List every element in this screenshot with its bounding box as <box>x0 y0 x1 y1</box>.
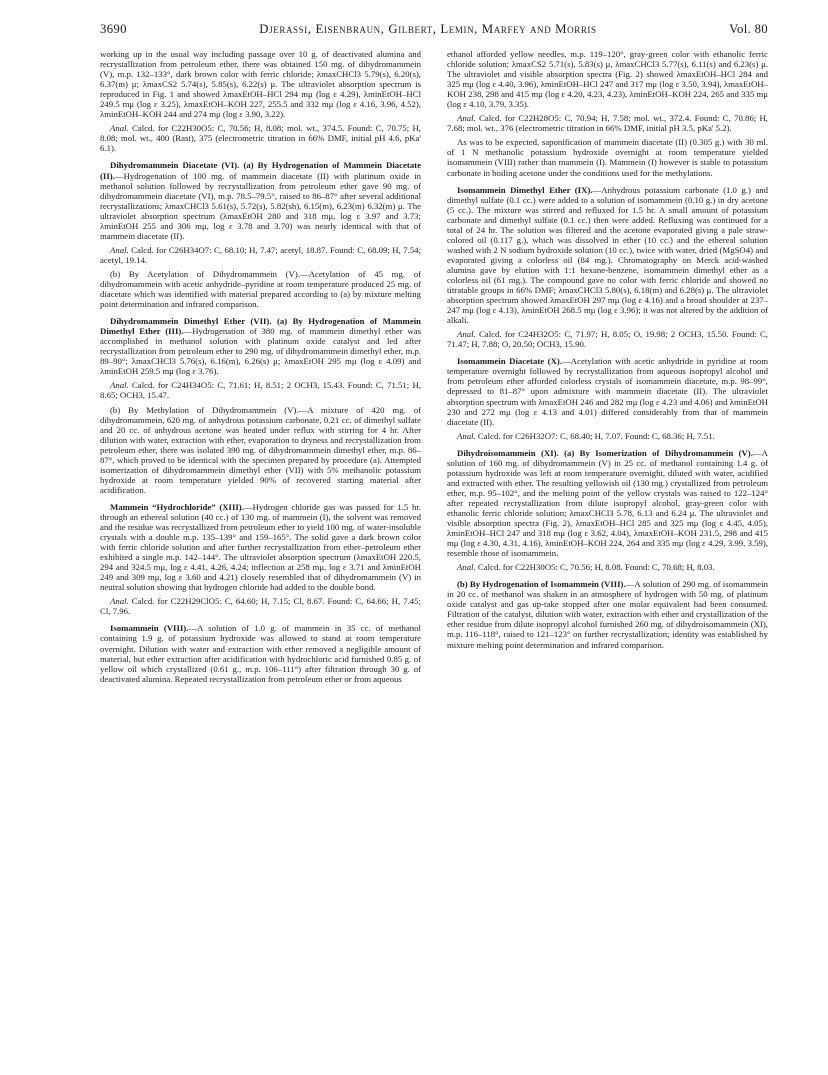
paragraph-text: —A solution of 1.0 g. of mammein in 35 cc. of methanol containing 1.9 g. of potassium hydroxide was allowed to stand at room temperature overnight. Dilution with water and extraction with ether removed a negligible amount of material, but ether extraction after acidification with hydrochloric acid furnished 0.85 g. of yellow oil which crystallized (0.61 g., m.p. 106–111°) after filtration through 30 g. of deactivated alumina. Repeated recrystallization from petroleum ether or from aqueous <box>100 623 421 684</box>
paragraph <box>100 123 421 153</box>
paragraph-text: (b) By Methylation of Dihydromammein (V).—A mixture of 420 mg. of dihydromammein, 620 mg. of anhydrous potassium carbonate, 0.21 cc. of dimethyl sulfate and 20 cc. of anhydrous acetone was heated under reflux with stirring for 4 hr. After dilution with water, extraction with ether, evaporation to dryness and recrystallization from petroleum ether, there was isolated 390 mg. of dihydromammein dimethyl ether, m.p. 86–87°, which proved to be identical with the specimen prepared by procedure (a). Attempted isomerization of dihydromammein dimethyl ether (VII) with 5% methanolic potassium hydroxide at room temperature yielded 90% of recovered starting material after acidification. <box>100 404 421 495</box>
paragraph <box>100 405 421 495</box>
left-column <box>100 49 421 684</box>
paragraph-text: —Hydrogenation of 100 mg. of mammein diacetate (II) with platinum oxide in methanol solution followed by recrystallization from petroleum ether gave 90 mg. of dihydromammein diacetate (VI), m.p. 78.5–79.5°, raised to 86–87° after several additional recrystallizations; λmaxCHCl3 5.61(s), 5.72(s), 5.82(sh), 6.15(m), 6.23(m) 6.32(m) μ. The ultraviolet absorption spectrum (λmaxEtOH 280 and 318 mμ, log ε 3.97 and 3.73; λminEtOH 255 and 306 mμ, log ε 3.78 and 3.70) was nearly identical with that of mammein diacetate (II). <box>100 170 421 241</box>
paragraph <box>100 623 421 683</box>
section-heading: Dihydroisomammein (XI). (a) By Isomerization of Dihydromammein (V). <box>457 447 753 458</box>
analysis-label: Anal. <box>110 123 129 134</box>
paragraph-text: Calcd. for C24H34O5: C, 71.61; H, 8.51; 2 OCH3, 15.43. Found: C, 71.51; H, 8.65; OCH3, 15.47. <box>100 380 421 401</box>
paragraph-text: Calcd. for C24H32O5: C, 71.97; H, 8.05; O, 19.98; 2 OCH3, 15.50. Found: C, 71.47; H, 7.88; O, 20.50; OCH3, 15.90. <box>447 329 768 350</box>
paragraph <box>100 269 421 309</box>
paragraph <box>100 49 421 119</box>
section-heading: Isomammein Diacetate (X). <box>457 356 562 367</box>
analysis-label: Anal. <box>457 562 476 573</box>
paragraph-text: Calcd. for C22H30O5: C, 70.56; H, 8.08. Found: C, 70.68; H, 8.03. <box>475 562 715 573</box>
section-heading: (b) By Hydrogenation of Isomammein (VIII). <box>457 579 626 590</box>
paragraph-text: —A solution of 160 mg. of dihydromammein (V) in 25 cc. of methanol containing 1.4 g. of potassium hydroxide was left at room temperature overnight, diluted with water, acidified and extracted with ether. The resulting yellowish oil (130 mg.) crystallized from petroleum ether, m.p. 95–102°, and the melting point of the yellow crystals was raised to 122–124° after repeated recrystallization from dilute isopropyl alcohol, gray-green color with ethanolic ferric chloride solution; λmaxCHCl3 5.78, 6.13 and 6.24 μ. The ultraviolet and visible absorption spectra (Fig. 2), λmaxEtOH–HCl 285 and 325 mμ (log ε 4.45, 4.05), λminEtOH–HCl 247 and 318 mμ (log ε 3.62, 4.04), λmaxEtOH–KOH 231.5, 298 and 415 mμ (log ε 4.30, 4.31, 4.16), λminEtOH–KOH 224, 264 and 335 mμ (log ε 4.29, 3.99, 3.59), resemble those of isomammein. <box>447 447 768 559</box>
paragraph-text: Calcd. for C22H28O5: C, 70.94; H, 7.58; mol. wt., 372.4. Found: C, 70.86; H, 7.68; mol. wt., 376 (electrometric titration in 66% DMF, initial pH 3.5, pKa' 5.2). <box>447 113 768 134</box>
running-header <box>100 22 768 37</box>
running-authors: Djerassi, Eisenbraun, Gilbert, Lemin, Marfey and Morris <box>259 22 597 36</box>
paragraph-text: As was to be expected, saponification of mammein diacetate (II) (0.305 g.) with 30 ml. of 1 N methanolic potassium hydroxide overnight at room temperature yielded isomammein (VIII) rather than mammein (I). Mammein (I) however is stable to potassium carbonate in boiling acetone under the conditions used for the methylations. <box>447 137 768 178</box>
paragraph-text: Calcd. for C22H29ClO5: C, 64.60; H, 7.15; Cl, 8.67. Found: C, 64.66; H, 7.45; Cl, 7.96. <box>100 596 421 617</box>
paragraph <box>447 448 768 559</box>
paragraph <box>447 185 768 326</box>
paragraph <box>447 562 768 572</box>
paragraph-text: —Anhydrous potassium carbonate (1.0 g.) and dimethyl sulfate (0.1 cc.) were added to a solution of isomammein (0.10 g.) in dry acetone (5 cc.). The mixture was stirred and refluxed for 1.5 hr. A small amount of potassium carbonate and dimethyl sulfate (0.1 cc.) then were added. Refluxing was continued for a total of 24 hr. The solution was filtered and the acetone evaporated giving a pale straw-colored oil (0.117 g.), which was dissolved in ether (10 cc.) and the ethereal solution washed with 2 N sodium hydroxide solution (10 cc.), twice with water, dried (MgSO4) and evaporated giving a colorless oil (84 mg.). Chromatography on Merck acid-washed alumina gave by elution with 1:1 hexane-benzene, isomammein dimethyl ether as a colorless oil (61 mg.). The compound gave no color with ferric chloride and showed no titratable groups in 66% DMF; λmaxCHCl3 5.80(s), 6.18(m) and 6.28(s) μ. The ultraviolet absorption spectrum showed λmaxEtOH 297 mμ (log ε 4.16) and a broad shoulder at 237–247 mμ (log ε 4.13), λminEtOH 268.5 mμ (log ε 3.96); it was not altered by the addition of alkali. <box>447 184 768 326</box>
paragraph-text: Calcd. for C22H30O5: C, 70.56; H, 8.08; mol. wt., 374.5. Found: C, 70.75; H, 8.08; mol. wt., 400 (Rast), 375 (electrometric titration in 66% DMF, initial pH 4.6, pKa' 6.1). <box>100 123 421 154</box>
two-column-body <box>100 49 768 684</box>
paragraph-text: Calcd. for C26H34O7: C, 68.10; H, 7.47; acetyl, 18.87. Found: C, 68.09; H, 7.54; acetyl, 19.14. <box>100 244 421 265</box>
analysis-label: Anal. <box>110 596 129 607</box>
analysis-label: Anal. <box>110 244 129 255</box>
paragraph <box>447 137 768 177</box>
paragraph <box>100 245 421 265</box>
analysis-label: Anal. <box>110 380 129 391</box>
paragraph-text: (b) By Acetylation of Dihydromammein (V).—Acetylation of 45 mg. of dihydromammein with acetic anhydride–pyridine at room temperature produced 25 mg. of diacetate which was identified with material prepared according to (a) by mixture melting point determination and infrared comparison. <box>100 268 421 310</box>
paragraph-text: —Acetylation with acetic anhydride in pyridine at room temperature overnight followed by recrystallization from aqueous isopropyl alcohol and from petroleum ether afforded colorless crystals of isomammein diacetate, m.p. 98–99°, depressed to 81–87° upon admixture with mammein diacetate (II). The ultraviolet absorption spectrum with λmaxEtOH 246 and 282 mμ (log ε 4.23 and 4.06) and λminEtOH 230 and 272 mμ (log ε 4.13 and 4.01) differed considerably from that of mammein diacetate (II). <box>447 356 769 427</box>
analysis-label: Anal. <box>457 430 476 441</box>
analysis-label: Anal. <box>457 113 476 124</box>
section-heading: Isomammein (VIII). <box>110 623 189 634</box>
paragraph <box>447 113 768 133</box>
paragraph-text: Calcd. for C26H32O7: C, 68.40; H, 7.07. Found: C, 68.36; H, 7.51. <box>475 430 715 441</box>
paragraph <box>100 160 421 240</box>
paragraph <box>100 596 421 616</box>
right-column <box>447 49 768 684</box>
paragraph <box>447 579 768 649</box>
paragraph-text: —A solution of 290 mg. of isomammein in 20 cc. of methanol was shaken in an atmosphere of hydrogen with 50 mg. of platinum oxide catalyst and gas up-take stopped after one molar equivalent had been consumed. Filtration of the catalyst, dilution with water, extraction with ether and crystallization of the ether residue from dilute isopropyl alcohol furnished 260 mg. of dihydroisomammein (XI), m.p. 116–118°, raised to 121–123° on further recrystallization; identity was established by mixture melting point determination and infrared comparison. <box>447 579 768 650</box>
section-heading: Dihydromammein Dimethyl Ether (VII). (a) By Hydrogenation of Mammein Dimethyl Ether (III). <box>100 316 421 337</box>
paragraph <box>100 380 421 400</box>
paragraph-text: —Hydrogen chloride gas was passed for 1.5 hr. through an ethereal solution (40 cc.) of 130 mg. of mammein (I), the solvent was removed and the residue was recrystallized from petroleum ether to yield 100 mg. of water-insoluble crystals with a double m.p. 135–139° and 159–165°. The solid gave a dark brown color with ferric chloride solution and after further recrystallization from ether–petroleum ether exhibited a single m.p. 142–144°. The ultraviolet absorption spectrum (λmaxEtOH 220.5, 294 and 324.5 mμ, log ε 4.41, 4.26, 4.24; inflection at 258 mμ, log ε 3.71 and λminEtOH 249 and 309 mμ, log ε 3.60 and 4.21) closely resembled that of dihydromammein (V) in neutral solution showing that hydrogen chloride had added to the double bond. <box>100 501 421 593</box>
paragraph <box>100 502 421 592</box>
volume-label: Vol. 80 <box>729 22 768 36</box>
paragraph-text: —Hydrogenation of 380 mg. of mammein dimethyl ether was accomplished in methanol solution with platinum oxide catalyst and led after recrystallization from petroleum ether to 290 mg. of dihydromammein dimethyl ether, m.p. 89–90°; λmaxCHCl3 5.76(s), 6.16(m), 6.26(s) μ; λmaxEtOH 295 mμ (log ε 4.09) and λminEtOH 259.5 mμ (log ε 3.76). <box>100 326 421 377</box>
section-heading: Isomammein Dimethyl Ether (IX). <box>457 184 593 195</box>
paragraph <box>100 316 421 376</box>
paragraph-text: working up in the usual way including passage over 10 g. of deactivated alumina and recrystallization from petroleum ether, there was obtained 150 mg. of dihydromammein (V), m.p. 132–133°, dark brown color with ferric chloride; λmaxCHCl3 5.79(s), 6.20(s), 6.37(m) μ; λmaxCS2 5.74(s), 5.85(s), 6.22(s) μ. The ultraviolet absorption spectrum is reproduced in Fig. 1 and showed λmaxEtOH–HCl 294 mμ (log ε 4.29), λminEtOH–HCl 249.5 mμ (log ε 3.25), λmaxEtOH–KOH 227, 255.5 and 332 mμ (log ε 4.16, 3.96, 4.52), λminEtOH–KOH 244 and 274 mμ (log ε 3.90, 3.22). <box>100 49 421 120</box>
page-number: 3690 <box>100 22 127 36</box>
section-heading: Mammein “Hydrochloride” (XIII). <box>110 501 244 512</box>
analysis-label: Anal. <box>457 329 476 340</box>
paragraph-text: ethanol afforded yellow needles, m.p. 119–120°, gray-green color with ethanolic ferric chloride solution; λmaxCS2 5.71(s), 5.83(s) μ, λmaxCHCl3 5.77(s), 6.11(s) and 6.23(s) μ. The ultraviolet and visible absorption spectra (Fig. 2) showed λmaxEtOH–HCl 284 and 325 mμ (log ε 4.40, 3.96), λminEtOH–HCl 247 and 317 mμ (log ε 3.50, 3.94), λmaxEtOH–KOH 238, 298 and 415 mμ (log ε 4.20, 4.23, 4.23), λminEtOH–KOH 224, 265 and 335 mμ (log ε 4.10, 3.79, 3.35). <box>447 49 768 110</box>
paragraph <box>447 329 768 349</box>
paragraph <box>447 431 768 441</box>
section-heading: Dihydromammein Diacetate (VI). (a) By Hydrogenation of Mammein Diacetate (II). <box>100 160 421 181</box>
paragraph <box>447 49 768 109</box>
paragraph <box>447 356 768 426</box>
